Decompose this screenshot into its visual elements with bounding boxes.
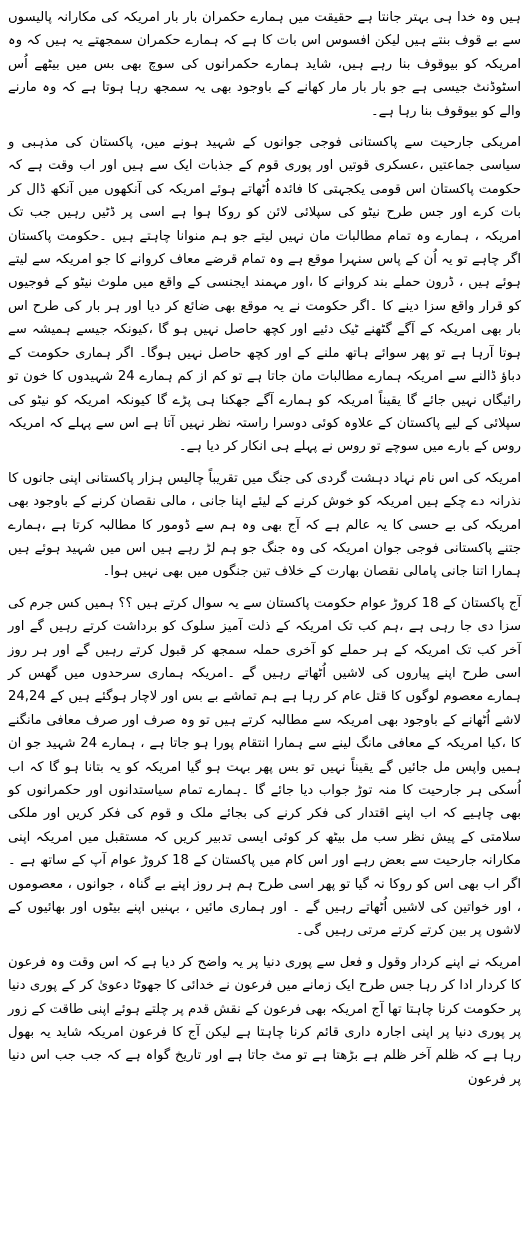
article-paragraph-3: امریکہ کی اس نام نہاد دہشت گردی کی جنگ میں تقریباً چالیس ہزار پاکستانی اپنی جانوں کا نذرانہ دے چکے ہیں امریکہ کو خوش کرنے کے لیئے اپنا جانی ، مالی نقصان کرنے کے باوجود بھی امریکہ کی بے حسی کا یہ عالم ہے کہ آج بھی وہ ہم سے ڈومور کا مطالبہ کرتا ہے ،ہمارے جتنے پاکستانی فوجی جوان امریکہ کی وہ جنگ جو ہم لڑ رہے ہیں اس میں شہید ہوئے ہیں ہمارا اتنا جانی پامالی نقصان بھارت کے خلاف تین جنگوں میں بھی نہیں ہوا۔ bbox=[8, 470, 521, 580]
article-paragraph-1: ہیں وہ خدا ہی بہتر جانتا ہے حقیقت میں ہمارے حکمران بار بار امریکہ کی مکارانہ پالیسوں سے بے قوف بنتے ہیں لیکن افسوس اس بات کا ہے کہ ہمارے حکمران سمجھتے یہ ہیں کہ وہ امریکہ کو بیوقوف بنا رہے ہیں، شاید ہمارے حکمرانوں کی سوچ بھی بس میں بیٹھے اُس اسٹوڈنٹ جیسی ہے جو بار بار مار کھانے کے باوجود بھی یہ سمجھ رہا ہوتا ہے کہ وہ مارنے والے کو بیوقوف بنا رہا ہے۔ bbox=[8, 10, 521, 119]
article-paragraph-4: آج پاکستان کے 18 کروڑ عوام حکومت پاکستان سے یہ سوال کرتے ہیں ؟؟ ہمیں کس جرم کی سزا دی جا رہی ہے ،ہم کب تک امریکہ کے ذلت آمیز سلوک کو برداشت کرتے رہیں گے اور آخر کب تک امریکہ کے ہر حملے کو آخری حملہ سمجھ کر قبول کرتے رہیں گے اور ہر روز اسی طرح اپنے پیاروں کی لاشیں اُٹھاتے رہیں گے ۔امریکہ ہماری سرحدوں میں گھس کر ہمارے معصوم لوگوں کا قتل عام کر رہا ہے ہم تماشے بے بس اور لاچار ہوگئے ہیں کے 24,24 لاشے اُٹھانے کے باوجود بھی امریکہ سے مطالبہ کرتے ہیں تو وہ صرف اور صرف معافی مانگنے کا ،کیا امریکہ کے معافی مانگ لینے سے ہمارا انتقام پورا ہو جاتا ہے ، ہمارے 24 شہید جو ان ہمیں واپس مل جائیں گے یقیناً نہیں تو بس پھر بہت ہو گیا امریکہ کو یہ بتانا ہو گا کہ اب اُسکی ہر جارحیت کا منہ توڑ جواب دیا جائے گا ۔ہمارے تمام سیاستدانوں اور حکمرانوں کو بھی چاہیے کہ اب اپنے اقتدار کی فکر کرنے کی بجائے ملک و قوم کی فکر کریں اور ملکی سلامتی کے پیش نظر سب مل بیٹھ کر کوئی ایسی تدبیر کریں کہ مستقبل میں امریکہ اپنی مکارانہ جارحیت سے بعض رہے اور اس کام میں پاکستان کے 18 کروڑ عوام آپ کے ساتھ ہے ۔اگر اب بھی اس کو روکا نہ گیا تو پھر اسی طرح ہم ہر روز اپنے بے گناہ ، جوانوں ، معصوموں ، اور خواتین کی لاشیں اُٹھاتے رہیں گے ۔ اور ہماری مائیں ، بہنیں اپنے بیٹوں اور بھائیوں کے لاشوں پر بین کرتے کرتے مرتی رہیں گی۔ bbox=[8, 595, 521, 939]
article-paragraph-2: امریکی جارحیت سے پاکستانی فوجی جوانوں کے شہید ہونے میں، پاکستان کی مذہبی و سیاسی جماعتیں ،عسکری قوتیں اور پوری قوم کے جذبات ایک سے ہیں اور اب وقت ہے کہ حکومت پاکستان اس قومی یکجہتی کا فائدہ اُٹھاتے ہوئے امریکہ کی آنکھوں میں آنکھ ڈال کر بات کرے اور جس طرح نیٹو کی سپلائی لائن کو روکا ہوا ہے اسی پر ڈٹیں رہیں جب تک امریکہ ، ہمارے وہ تمام مطالبات مان نہیں لیتے جو ہم منوانا چاہتے ہیں ۔حکومت پاکستان اگر چاہے تو یہ اُن کے پاس سنہرا موقع ہے وہ تمام قرضے معاف کروانے کا جو امریکہ سے لیتے ہوئے ہیں ، ڈرون حملے بند کروانے کا ،اور مہمند ایجنسی کے واقع میں ملوث نیٹو کے فوجیوں کو قرار واقع سزا دینے کا ۔اگر حکومت نے یہ موقع بھی ضائع کر دیا اور ہر بار کی طرح اس بار بھی امریکہ کے آگے گٹھنے ٹیک دئیے اور کچھ حاصل نہیں ہو گا ،کیونکہ جیسے ہمیشہ سے ہوتا آرہا ہے تو پھر سوائے ہاتھ ملنے کے اور کچھ حاصل نہیں ہوگا۔ اگر ہماری حکومت کے دباؤ ڈالنے سے امریکہ ہمارے مطالبات مان جاتا ہے تو کم از کم ہمارے 24 شہیدوں کا خون تو رائیگاں نہیں جائے گا یقیناً امریکہ کو ہمارے آگے جھکنا ہی پڑے گا کیونکہ امریکہ کو نیٹو کی سپلائی کے لیے پاکستان کے علاوہ کوئی دوسرا راستہ نظر نہیں آتا ہے اس سے پہلے کہ امریکہ روس کے بارے میں سوچے تو روس نے پہلے ہی انکار کر دیا ہے۔ bbox=[8, 135, 521, 455]
article-paragraph-5: امریکہ نے اپنے کردار وقول و فعل سے پوری دنیا پر یہ واضح کر دیا ہے کہ اس وقت وہ فرعون کا کردار ادا کر رہا جس طرح ایک زمانے میں فرعون نے خدائی کا جھوٹا دعویٰ کر کے پوری دنیا پر حکومت کرنا چاہتا تھا آج امریکہ بھی فرعون کے نقش قدم پر چلتے ہوئے اپنی طاقت کے زور پر پوری دنیا پر اپنی اجارہ داری قائم کرنا چاہتا ہے لیکن آج کا فرعون امریکہ شاید یہ بھول رہا ہے کہ ظلم آخر ظلم ہے بڑھتا ہے تو مٹ جاتا ہے اور تاریخ گواہ ہے کہ جب جب اس دنیا پر فرعون bbox=[8, 954, 521, 1087]
